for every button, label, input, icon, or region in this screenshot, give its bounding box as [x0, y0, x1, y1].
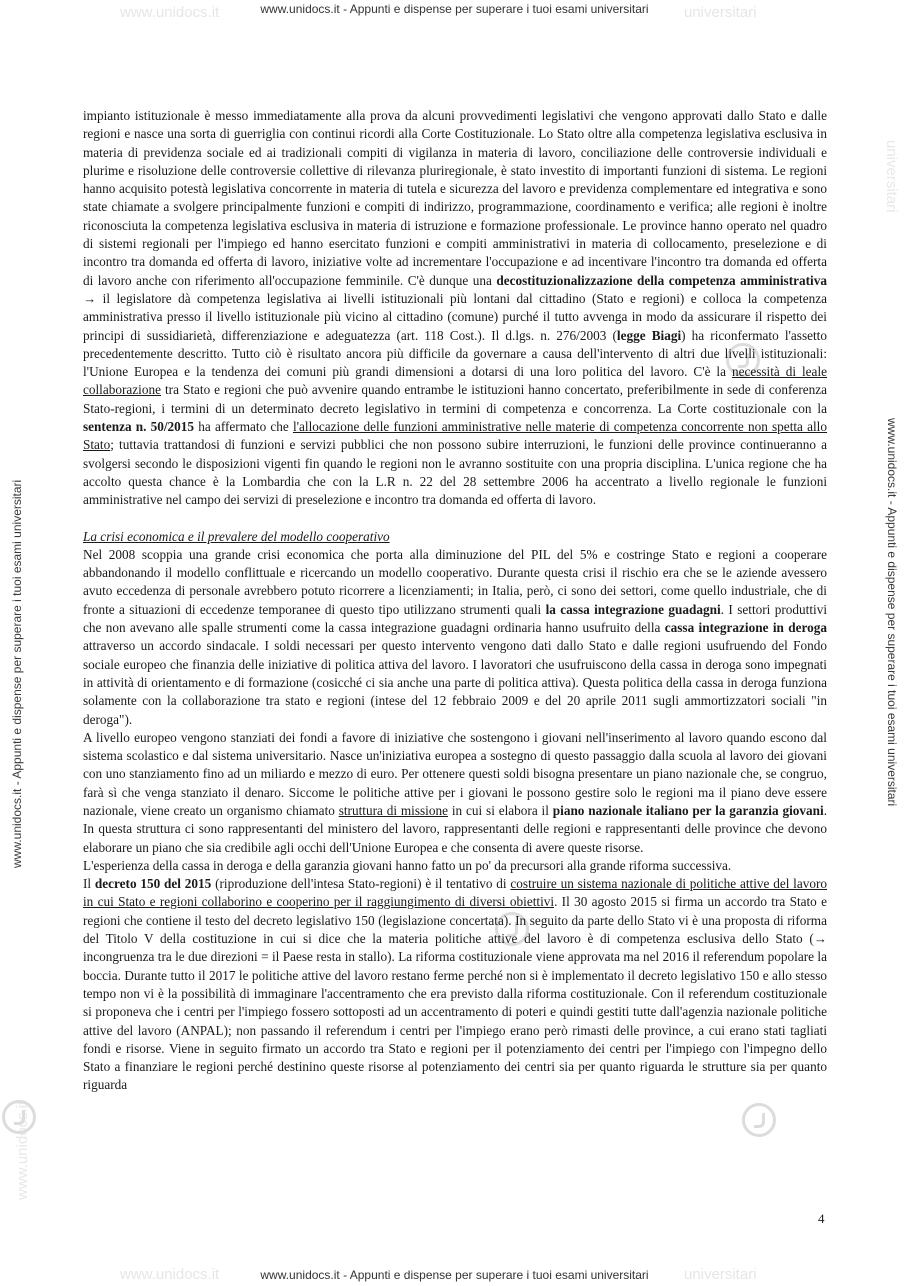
text-run: . Il 30 agosto 2015 si firma un accordo tra Stato e regioni che contiene il testo del decreto legislativo 150 (legislazione concertata). In seguito da parte dello Stato vi è una proposta di riforma del Titolo V della costituzione in cui si dice che la materia politiche attive del lavoro è di competenza esclusiva dello Stato (→ incongruenza tra le due direzioni = il Paese resta in stallo). La riforma costituzionale viene approvata ma nel 2016 il referendum popolare la boccia. Durante tutto il 2017 le politiche attive del lavoro restano ferme perché non si è implementato il decreto legislativo 150 e allo stesso tempo non vi è la possibilità di immaginare l'accentramento che era previsto dalla riforma costituzionale. Con il referendum costituzionale si proponeva che i centri per l'impiego fossero sottoposti ad un accentramento di poteri e quindi gestiti tutte dall'agenzia nazionale politiche attive del lavoro (ANPAL); non passando il referendum i centri per l'impiego erano però rimasti delle province, a cui erano stati tagliati fondi e risorse. Viene in seguito firmato un accordo tra Stato e regioni per il potenziamento dei centri per l'impiego con l'impegno dello Stato a finanziare le regioni perché destinino queste risorse al potenziamento dei centri sia per quanto riguarda le strutture sia per quanto riguarda [83, 894, 827, 1093]
paragraph [83, 729, 827, 857]
text-run: . In questa struttura ci sono rappresentanti del ministero del lavoro, rappresentanti delle regioni e rappresentanti delle province che devono elaborare un piano che sia credibile agli occhi dell'Unione Europea e che consenta di avere queste risorse. [83, 802, 828, 855]
text-run: tra Stato e regioni che può avvenire quando entrambe le istituzioni hanno concertato, preferibilmente in sede di conferenza Stato-regioni, i termini di un determinato decreto legislativo in termini di competenza e concorrenza. La Corte costituzionale con la [83, 382, 827, 416]
document-body [83, 107, 827, 1095]
page-number: 4 [818, 1211, 825, 1226]
watermark-right: www.unidocs.it - Appunti e dispense per superare i tuoi esami universitari [885, 418, 899, 807]
text-run: in cui si elabora il [448, 802, 553, 818]
underlined-text: l'allocazione delle funzioni amministrative nelle materie di competenza concorrente non spetta allo Stato [83, 419, 827, 453]
bold-text: cassa integrazione in deroga [664, 620, 827, 636]
unidocs-logo-icon [742, 1103, 776, 1137]
paragraph [83, 546, 827, 729]
underlined-text: necessità di leale collaborazione [83, 364, 828, 398]
paragraph [83, 857, 827, 875]
text-run: Il [83, 876, 95, 892]
text-run: → il legislatore dà competenza legislativa ai livelli istituzionali più lontani dal cittadino (Stato e regioni) e colloca la competenza amministrativa presso il livello istituzionale più vicino al cittadino (comune) purché il tutto avvenga in modo da assicurare il rispetto dei principi di sussidiarietà, differenziazione e adeguatezza (art. 118 Cost.). Il d.lgs. n. 276/2003 ( [83, 290, 827, 343]
underlined-text: costruire un sistema nazionale di politiche attive del lavoro in cui Stato e regioni collaborino e cooperino per il raggiungimento di diversi obiettivi [83, 876, 828, 910]
text-run: ) ha riconfermato l'assetto precedentemente descritto. Tutto ciò è risultato ancora più difficile da governare a causa dell'intervento di altri due livelli istituzionali: l'Unione Europea e la tendenza dei comuni più grandi dimensioni a dotarsi di una loro politica del lavoro. C'è la [83, 327, 827, 380]
watermark-faint-top-right: universitari [684, 4, 757, 21]
text-run: A livello europeo vengono stanziati dei fondi a favore di iniziative che sostengono i giovani nell'inserimento al lavoro quando escono dal sistema scolastico e dal sistema universitario. Nasce un'iniziativa europea a sostegno di questo passaggio dalla scuola al lavoro dei giovani con uno stanziamento fino ad un miliardo e mezzo di euro. Per ottenere questi soldi bisogna presentare un piano nazionale che, se congruo, farà sì che venga stanziato il denaro. Siccome le politiche attive per i giovani le possono gestire solo le regioni ma il piano deve essere nazionale, viene creato un organismo chiamato [83, 729, 827, 818]
text-run: ha affermato che [194, 419, 293, 435]
underlined-text: struttura di missione [338, 802, 448, 818]
text-run: ; tuttavia trattandosi di funzioni e servizi pubblici che non possono subire interruzioni, le funzioni delle province continueranno a svolgersi secondo le disposizioni vigenti fin quando le regioni non le avranno sostituite con una propria disciplina. L'unica regione che ha accolto questa chance è la Lombardia che con la L.R n. 22 del 28 settembre 2006 ha accentrato a livello regionale le funzioni amministrative nel campo dei servizi di preselezione e incontro tra domanda ed offerta di lavoro. [83, 437, 827, 508]
watermark-faint-top: www.unidocs.it [120, 4, 220, 21]
bold-text: decreto 150 del 2015 [94, 876, 212, 892]
paragraph [83, 875, 827, 1095]
bold-text: sentenza n. 50/2015 [83, 419, 195, 435]
paragraph [83, 107, 827, 510]
text-run: impianto istituzionale è messo immediatamente alla prova da alcuni provvedimenti legislativi che vengono approvati dallo Stato e dalle regioni e nasce una sorta di guerriglia con continui ricordi alla Corte Costituzionale. Lo Stato oltre alla competenza legislativa esclusiva in materia di previdenza sociale ed ai tradizionali compiti di vigilanza in materia di lavoro, conciliazione delle controversie individuali e plurime e risoluzione delle controversie collettive di rilevanza pluriregionale, è stato investito di importanti funzioni di sistema. Le regioni hanno acquisito potestà legislativa concorrente in materia di tutela e sicurezza del lavoro e previdenza complementare ed integrativa e sono state chiamate a svolgere principalmente funzioni e compiti di indirizzo, programmazione, coordinamento e verifica; alle regioni è inoltre riconosciuta la competenza legislativa esclusiva in materia di istruzione e formazione professionale. Le province hanno operato nel quadro di sistemi regionali per l'impiego ed hanno esercitato funzioni e compiti amministrativi in materia di collocamento, preselezione e di incontro tra domanda ed offerta di lavoro, iniziative volte ad incrementare l'occupazione e ad incentivare l'incontro tra domanda ed offerta di lavoro anche con riferimento all'occupazione femminile. C'è dunque una [83, 108, 827, 288]
text-run: (riproduzione dell'intesa Stato-regioni) è il tentativo di [211, 876, 511, 892]
watermark-faint-bottom: www.unidocs.it [120, 1266, 220, 1283]
bold-text: la cassa integrazione guadagni [545, 601, 721, 617]
watermark-bottom: www.unidocs.it - Appunti e dispense per superare i tuoi esami universitari [260, 1268, 649, 1282]
watermark-faint-bottom-right: universitari [684, 1266, 757, 1283]
unidocs-logo-icon [2, 1100, 36, 1134]
watermark-left-faint: www.unidocs.it [14, 1100, 31, 1200]
text-run: L'esperienza della cassa in deroga e della garanzia giovani hanno fatto un po' da precursori alla grande riforma successiva. [83, 857, 732, 873]
text-run: . I settori produttivi che non avevano alle spalle strumenti come la cassa integrazione guadagni ordinaria hanno usufruito della [83, 601, 828, 636]
text-run: Nel 2008 scoppia una grande crisi economica che porta alla diminuzione del PIL del 5% e costringe Stato e regioni a cooperare abbandonando il modello conflittuale e ricercando un modello cooperativo. Durante questa crisi il rischio era che se le aziende avessero avuto eccedenza di personale avrebbero potuto ricorrere a licenziamenti; in Italia, però, ci sono dei settori, come quello industriale, che di fronte a situazioni di eccedenze temporanee di questo tipo utilizzano strumenti quali [83, 546, 827, 617]
section-heading: La crisi economica e il prevalere del modello cooperativo [83, 528, 390, 544]
bold-text: decostituzionalizzazione della competenza amministrativa [496, 272, 827, 288]
bold-text: legge Biagi [616, 327, 682, 343]
watermark-right-faint: universitari [883, 140, 900, 213]
watermark-left: www.unidocs.it - Appunti e dispense per superare i tuoi esami universitari [10, 479, 24, 868]
bold-text: piano nazionale italiano per la garanzia giovani [552, 802, 824, 818]
watermark-top: www.unidocs.it - Appunti e dispense per superare i tuoi esami universitari [260, 2, 649, 16]
text-run: attraverso un accordo sindacale. I soldi necessari per questo intervento vengono dati dallo Stato e dalle regioni usufruendo del Fondo sociale europeo che finanzia delle iniziative di politica attiva del lavoro. I lavoratori che usufruiscono della cassa in deroga sono impegnati in attività di orientamento e di formazione (cosicché ci sia anche una parte di politica attiva). Questa politica della cassa in deroga funziona solamente con la collaborazione tra stato e regioni (intese del 12 febbraio 2009 e del 20 aprile 2011 sugli ammortizzatori sociali "in deroga"). [83, 638, 827, 727]
